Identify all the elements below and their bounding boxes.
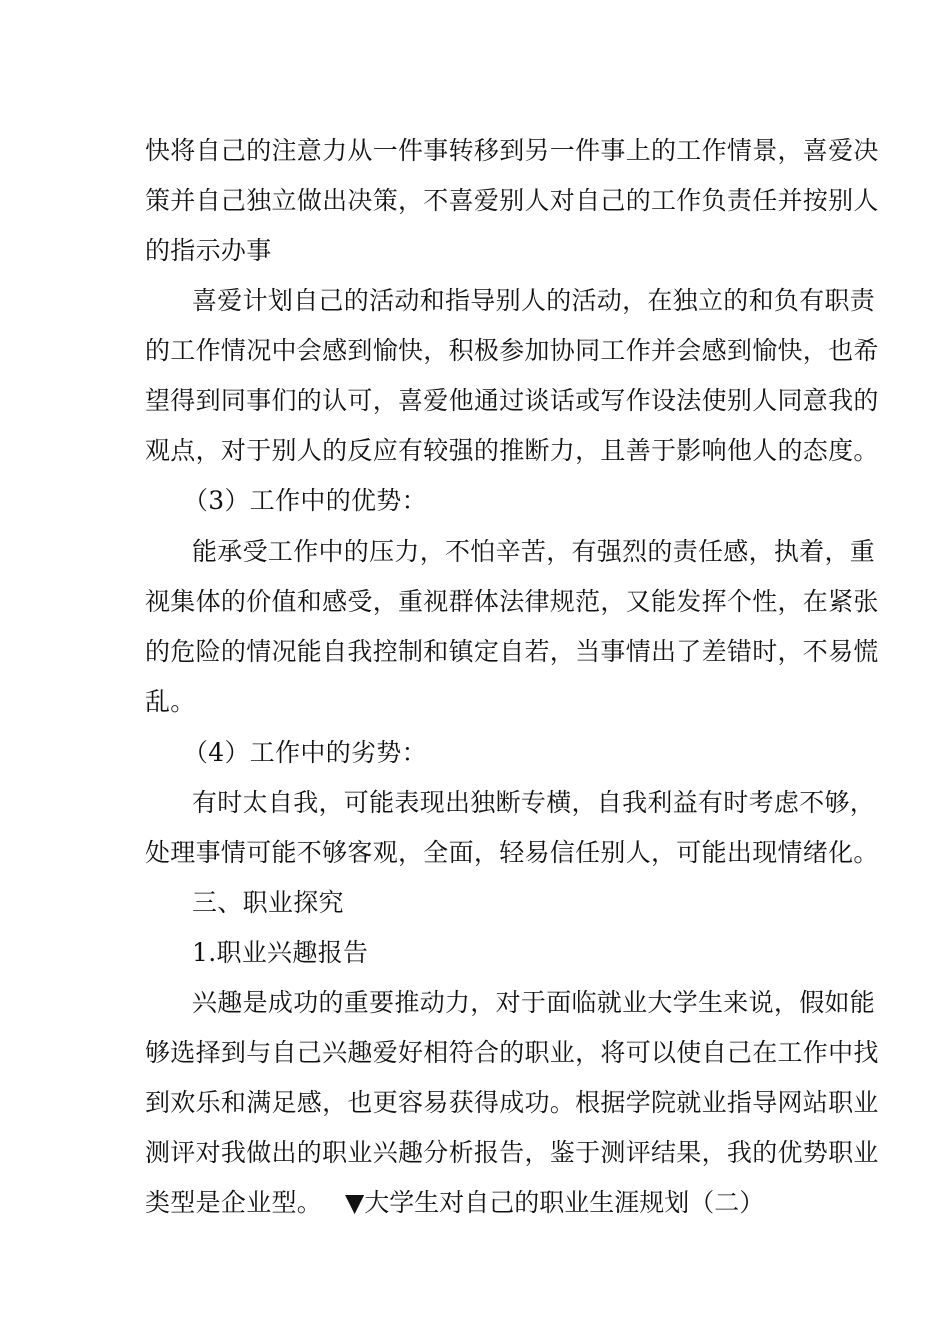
paragraph-line: 的指示办事 — [145, 236, 272, 265]
paragraph-line: 的工作情况中会感到愉快，积极参加协同工作并会感到愉快，也希 — [145, 336, 879, 365]
paragraph-line: 望得到同事们的认可，喜爱他通过谈话或写作设法使别人同意我的 — [145, 386, 879, 415]
paragraph-line: 够选择到与自己兴趣爱好相符合的职业，将可以使自己在工作中找 — [145, 1038, 879, 1067]
paragraph-line: 到欢乐和满足感，也更容易获得成功。根据学院就业指导网站职业 — [145, 1088, 879, 1117]
paragraph-line: 喜爱计划自己的活动和指导别人的活动，在独立的和负有职责 — [192, 286, 876, 315]
paragraph-line: 处理事情可能不够客观，全面，轻易信任别人，可能出现情绪化。 — [145, 838, 879, 867]
paragraph-line: 观点，对于别人的反应有较强的推断力，且善于影响他人的态度。 — [145, 436, 879, 465]
heading-weaknesses: （4）工作中的劣势： — [183, 738, 427, 767]
paragraph-line: 类型是企业型。 — [145, 1188, 323, 1217]
next-article-title[interactable]: ▼大学生对自己的职业生涯规划（二） — [345, 1188, 765, 1217]
section-heading: 三、职业探究 — [192, 888, 344, 917]
paragraph-line: 乱。 — [145, 687, 196, 716]
paragraph-line: 视集体的价值和感受，重视群体法律规范，又能发挥个性，在紧张 — [145, 587, 879, 616]
paragraph-line: 能承受工作中的压力，不怕辛苦，有强烈的责任感，执着，重 — [192, 537, 876, 566]
paragraph-line: 有时太自我，可能表现出独断专横，自我利益有时考虑不够， — [192, 788, 876, 817]
paragraph-line: 测评对我做出的职业兴趣分析报告，鉴于测评结果，我的优势职业 — [145, 1138, 879, 1167]
paragraph-line: 兴趣是成功的重要推动力，对于面临就业大学生来说，假如能 — [192, 988, 876, 1017]
paragraph-line: 快将自己的注意力从一件事转移到另一件事上的工作情景，喜爱决 — [145, 136, 879, 165]
heading-strengths: （3）工作中的优势： — [183, 486, 427, 515]
paragraph-line: 策并自己独立做出决策，不喜爱别人对自己的工作负责任并按别人 — [145, 186, 879, 215]
paragraph-line: 的危险的情况能自我控制和镇定自若，当事情出了差错时，不易慌 — [145, 637, 879, 666]
subsection-heading: 1.职业兴趣报告 — [192, 938, 369, 967]
